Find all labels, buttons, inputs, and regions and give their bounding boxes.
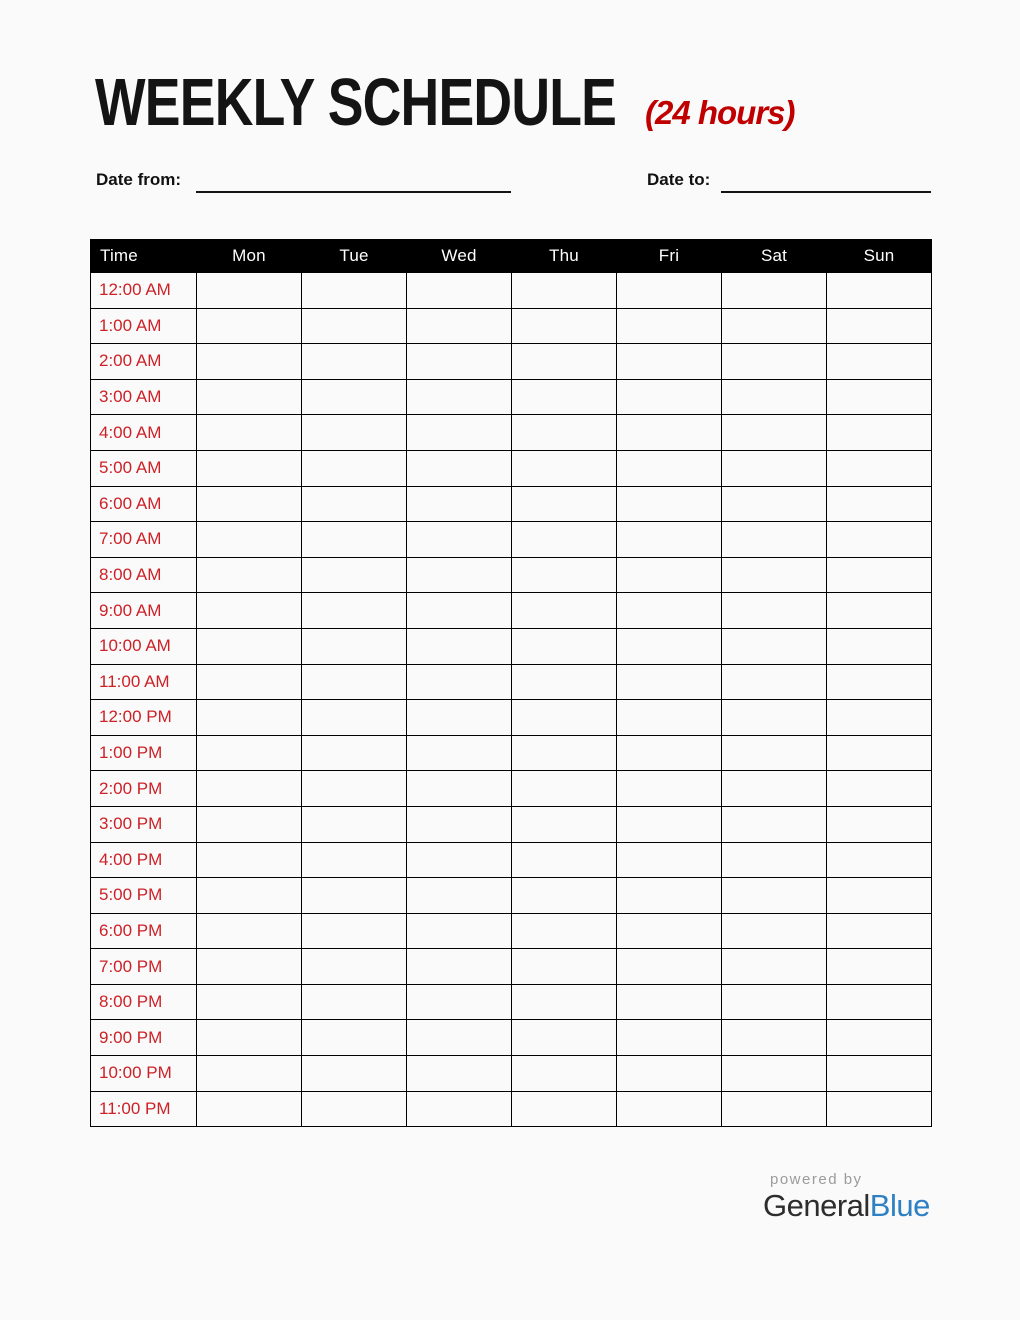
- schedule-cell-fri[interactable]: [617, 700, 722, 736]
- schedule-cell-tue[interactable]: [302, 806, 407, 842]
- schedule-header: [91, 240, 932, 273]
- column-header-thu: Thu: [512, 240, 617, 273]
- schedule-row: [91, 557, 932, 593]
- schedule-cell-sat[interactable]: [722, 522, 827, 558]
- schedule-cell-sun[interactable]: [827, 735, 932, 771]
- schedule-cell-sat[interactable]: [722, 273, 827, 309]
- schedule-cell-thu[interactable]: [512, 878, 617, 914]
- schedule-cell-mon[interactable]: [197, 1056, 302, 1092]
- schedule-body: [91, 273, 932, 1127]
- column-header-sun: Sun: [827, 240, 932, 273]
- schedule-cell-tue[interactable]: [302, 664, 407, 700]
- schedule-cell-sat[interactable]: [722, 806, 827, 842]
- schedule-cell-mon[interactable]: [197, 379, 302, 415]
- schedule-cell-wed[interactable]: [407, 984, 512, 1020]
- time-label: 4:00 PM: [91, 842, 197, 878]
- schedule-cell-mon[interactable]: [197, 273, 302, 309]
- schedule-cell-fri[interactable]: [617, 771, 722, 807]
- schedule-row: [91, 771, 932, 807]
- time-label: 7:00 AM: [91, 522, 197, 558]
- schedule-cell-sat[interactable]: [722, 1020, 827, 1056]
- header-row: [91, 240, 932, 273]
- schedule-cell-mon[interactable]: [197, 700, 302, 736]
- schedule-cell-fri[interactable]: [617, 878, 722, 914]
- time-label: 1:00 PM: [91, 735, 197, 771]
- schedule-cell-wed[interactable]: [407, 557, 512, 593]
- schedule-cell-fri[interactable]: [617, 735, 722, 771]
- time-label: 10:00 AM: [91, 628, 197, 664]
- schedule-row: [91, 913, 932, 949]
- schedule-cell-fri[interactable]: [617, 415, 722, 451]
- schedule-cell-sun[interactable]: [827, 379, 932, 415]
- schedule-cell-fri[interactable]: [617, 806, 722, 842]
- title-block: [95, 66, 995, 140]
- schedule-cell-tue[interactable]: [302, 1091, 407, 1127]
- page-title: WEEKLY SCHEDULE: [95, 65, 617, 140]
- schedule-row: [91, 806, 932, 842]
- schedule-table: [90, 239, 932, 1127]
- schedule-cell-tue[interactable]: [302, 700, 407, 736]
- schedule-cell-sun[interactable]: [827, 1056, 932, 1092]
- date-to-label: Date to:: [647, 170, 711, 189]
- schedule-cell-tue[interactable]: [302, 949, 407, 985]
- schedule-cell-sun[interactable]: [827, 1091, 932, 1127]
- schedule-cell-mon[interactable]: [197, 557, 302, 593]
- schedule-cell-thu[interactable]: [512, 1091, 617, 1127]
- schedule-cell-sat[interactable]: [722, 664, 827, 700]
- schedule-cell-wed[interactable]: [407, 628, 512, 664]
- schedule-cell-sat[interactable]: [722, 771, 827, 807]
- schedule-cell-tue[interactable]: [302, 628, 407, 664]
- time-label: 6:00 PM: [91, 913, 197, 949]
- schedule-cell-sun[interactable]: [827, 664, 932, 700]
- schedule-row: [91, 379, 932, 415]
- schedule-row: [91, 522, 932, 558]
- schedule-cell-sun[interactable]: [827, 628, 932, 664]
- schedule-cell-thu[interactable]: [512, 735, 617, 771]
- schedule-cell-tue[interactable]: [302, 878, 407, 914]
- schedule-cell-sat[interactable]: [722, 593, 827, 629]
- schedule-cell-wed[interactable]: [407, 344, 512, 380]
- time-label: 8:00 AM: [91, 557, 197, 593]
- schedule-cell-thu[interactable]: [512, 450, 617, 486]
- time-label: 6:00 AM: [91, 486, 197, 522]
- column-header-sat: Sat: [722, 240, 827, 273]
- schedule-cell-mon[interactable]: [197, 450, 302, 486]
- schedule-cell-sat[interactable]: [722, 842, 827, 878]
- schedule-cell-sun[interactable]: [827, 486, 932, 522]
- time-label: 7:00 PM: [91, 949, 197, 985]
- schedule-cell-thu[interactable]: [512, 557, 617, 593]
- time-label: 2:00 AM: [91, 344, 197, 380]
- time-label: 3:00 PM: [91, 806, 197, 842]
- schedule-cell-thu[interactable]: [512, 308, 617, 344]
- schedule-cell-wed[interactable]: [407, 842, 512, 878]
- footer-brand: [763, 1171, 938, 1223]
- schedule-cell-tue[interactable]: [302, 379, 407, 415]
- schedule-cell-fri[interactable]: [617, 628, 722, 664]
- brand-blue-text: Blue: [869, 1188, 930, 1223]
- date-from-input-line[interactable]: [196, 170, 511, 193]
- schedule-cell-wed[interactable]: [407, 415, 512, 451]
- schedule-cell-fri[interactable]: [617, 984, 722, 1020]
- schedule-cell-wed[interactable]: [407, 486, 512, 522]
- schedule-cell-thu[interactable]: [512, 771, 617, 807]
- schedule-cell-tue[interactable]: [302, 735, 407, 771]
- schedule-cell-tue[interactable]: [302, 522, 407, 558]
- schedule-cell-wed[interactable]: [407, 664, 512, 700]
- schedule-cell-fri[interactable]: [617, 344, 722, 380]
- schedule-cell-fri[interactable]: [617, 308, 722, 344]
- schedule-row: [91, 344, 932, 380]
- schedule-cell-wed[interactable]: [407, 878, 512, 914]
- schedule-cell-wed[interactable]: [407, 735, 512, 771]
- time-label: 5:00 AM: [91, 450, 197, 486]
- schedule-cell-tue[interactable]: [302, 415, 407, 451]
- schedule-cell-mon[interactable]: [197, 628, 302, 664]
- time-label: 3:00 AM: [91, 379, 197, 415]
- schedule-cell-sun[interactable]: [827, 415, 932, 451]
- schedule-cell-fri[interactable]: [617, 664, 722, 700]
- schedule-cell-wed[interactable]: [407, 273, 512, 309]
- time-label: 9:00 PM: [91, 1020, 197, 1056]
- schedule-cell-thu[interactable]: [512, 273, 617, 309]
- schedule-cell-tue[interactable]: [302, 593, 407, 629]
- schedule-cell-sat[interactable]: [722, 1091, 827, 1127]
- schedule-cell-sat[interactable]: [722, 735, 827, 771]
- schedule-cell-sun[interactable]: [827, 771, 932, 807]
- column-header-fri: Fri: [617, 240, 722, 273]
- schedule-cell-thu[interactable]: [512, 842, 617, 878]
- schedule-cell-fri[interactable]: [617, 450, 722, 486]
- schedule-cell-thu[interactable]: [512, 379, 617, 415]
- date-row: [0, 168, 1020, 200]
- schedule-cell-tue[interactable]: [302, 842, 407, 878]
- time-label: 11:00 AM: [91, 664, 197, 700]
- schedule-row: [91, 664, 932, 700]
- schedule-cell-wed[interactable]: [407, 1056, 512, 1092]
- schedule-row: [91, 1020, 932, 1056]
- page-subtitle: (24 hours): [645, 94, 795, 131]
- column-header-time: Time: [91, 240, 197, 273]
- schedule-cell-tue[interactable]: [302, 486, 407, 522]
- schedule-cell-tue[interactable]: [302, 984, 407, 1020]
- schedule-cell-sun[interactable]: [827, 344, 932, 380]
- schedule-cell-tue[interactable]: [302, 273, 407, 309]
- powered-by-text: powered by: [770, 1171, 863, 1188]
- schedule-cell-tue[interactable]: [302, 450, 407, 486]
- schedule-cell-wed[interactable]: [407, 308, 512, 344]
- column-header-wed: Wed: [407, 240, 512, 273]
- schedule-cell-thu[interactable]: [512, 984, 617, 1020]
- schedule-cell-mon[interactable]: [197, 415, 302, 451]
- schedule-cell-sun[interactable]: [827, 878, 932, 914]
- schedule-cell-fri[interactable]: [617, 1020, 722, 1056]
- time-label: 1:00 AM: [91, 308, 197, 344]
- schedule-cell-thu[interactable]: [512, 913, 617, 949]
- schedule-cell-sun[interactable]: [827, 557, 932, 593]
- schedule-row: [91, 735, 932, 771]
- schedule-cell-mon[interactable]: [197, 1020, 302, 1056]
- schedule-cell-wed[interactable]: [407, 949, 512, 985]
- schedule-cell-sun[interactable]: [827, 593, 932, 629]
- schedule-cell-sun[interactable]: [827, 1020, 932, 1056]
- schedule-row: [91, 273, 932, 309]
- schedule-cell-fri[interactable]: [617, 486, 722, 522]
- schedule-row: [91, 308, 932, 344]
- schedule-cell-fri[interactable]: [617, 379, 722, 415]
- schedule-row: [91, 1091, 932, 1127]
- schedule-cell-wed[interactable]: [407, 700, 512, 736]
- schedule-cell-thu[interactable]: [512, 628, 617, 664]
- schedule-cell-sat[interactable]: [722, 344, 827, 380]
- schedule-cell-mon[interactable]: [197, 949, 302, 985]
- time-label: 2:00 PM: [91, 771, 197, 807]
- schedule-cell-sat[interactable]: [722, 1056, 827, 1092]
- schedule-cell-thu[interactable]: [512, 806, 617, 842]
- schedule-cell-sun[interactable]: [827, 984, 932, 1020]
- schedule-cell-wed[interactable]: [407, 806, 512, 842]
- schedule-cell-sun[interactable]: [827, 700, 932, 736]
- time-label: 5:00 PM: [91, 878, 197, 914]
- schedule-cell-mon[interactable]: [197, 771, 302, 807]
- schedule-cell-sun[interactable]: [827, 842, 932, 878]
- schedule-row: [91, 842, 932, 878]
- schedule-row: [91, 700, 932, 736]
- schedule-row: [91, 949, 932, 985]
- schedule-cell-sun[interactable]: [827, 273, 932, 309]
- schedule-cell-tue[interactable]: [302, 771, 407, 807]
- schedule-cell-mon[interactable]: [197, 593, 302, 629]
- schedule-cell-wed[interactable]: [407, 522, 512, 558]
- schedule-cell-mon[interactable]: [197, 522, 302, 558]
- schedule-cell-fri[interactable]: [617, 842, 722, 878]
- schedule-cell-wed[interactable]: [407, 771, 512, 807]
- schedule-cell-fri[interactable]: [617, 1056, 722, 1092]
- schedule-cell-sun[interactable]: [827, 913, 932, 949]
- schedule-cell-tue[interactable]: [302, 557, 407, 593]
- schedule-cell-sat[interactable]: [722, 450, 827, 486]
- column-header-mon: Mon: [197, 240, 302, 273]
- schedule-cell-thu[interactable]: [512, 1020, 617, 1056]
- schedule-cell-mon[interactable]: [197, 806, 302, 842]
- time-label: 12:00 PM: [91, 700, 197, 736]
- schedule-cell-sun[interactable]: [827, 522, 932, 558]
- schedule-cell-sat[interactable]: [722, 984, 827, 1020]
- schedule-row: [91, 593, 932, 629]
- schedule-row: [91, 415, 932, 451]
- schedule-cell-tue[interactable]: [302, 1020, 407, 1056]
- schedule-cell-fri[interactable]: [617, 273, 722, 309]
- schedule-cell-sat[interactable]: [722, 557, 827, 593]
- schedule-cell-sun[interactable]: [827, 450, 932, 486]
- schedule-cell-sun[interactable]: [827, 806, 932, 842]
- schedule-cell-mon[interactable]: [197, 913, 302, 949]
- schedule-row: [91, 984, 932, 1020]
- schedule-cell-mon[interactable]: [197, 984, 302, 1020]
- schedule-cell-thu[interactable]: [512, 486, 617, 522]
- schedule-cell-thu[interactable]: [512, 949, 617, 985]
- schedule-cell-wed[interactable]: [407, 379, 512, 415]
- schedule-cell-thu[interactable]: [512, 344, 617, 380]
- schedule-cell-mon[interactable]: [197, 878, 302, 914]
- schedule-cell-thu[interactable]: [512, 1056, 617, 1092]
- schedule-cell-mon[interactable]: [197, 735, 302, 771]
- schedule-cell-sat[interactable]: [722, 700, 827, 736]
- schedule-cell-thu[interactable]: [512, 415, 617, 451]
- schedule-cell-fri[interactable]: [617, 1091, 722, 1127]
- schedule-cell-sat[interactable]: [722, 878, 827, 914]
- schedule-cell-thu[interactable]: [512, 664, 617, 700]
- schedule-cell-fri[interactable]: [617, 949, 722, 985]
- schedule-cell-tue[interactable]: [302, 344, 407, 380]
- schedule-cell-mon[interactable]: [197, 308, 302, 344]
- date-to-input-line[interactable]: [721, 170, 931, 193]
- schedule-cell-mon[interactable]: [197, 1091, 302, 1127]
- schedule-cell-sat[interactable]: [722, 486, 827, 522]
- schedule-cell-mon[interactable]: [197, 842, 302, 878]
- time-label: 9:00 AM: [91, 593, 197, 629]
- schedule-cell-thu[interactable]: [512, 593, 617, 629]
- schedule-cell-mon[interactable]: [197, 486, 302, 522]
- schedule-cell-tue[interactable]: [302, 308, 407, 344]
- schedule-cell-sat[interactable]: [722, 415, 827, 451]
- time-label: 8:00 PM: [91, 984, 197, 1020]
- schedule-cell-wed[interactable]: [407, 1091, 512, 1127]
- schedule-cell-fri[interactable]: [617, 522, 722, 558]
- generalblue-logo: [763, 1189, 938, 1223]
- schedule-cell-sun[interactable]: [827, 308, 932, 344]
- column-header-tue: Tue: [302, 240, 407, 273]
- schedule-cell-sat[interactable]: [722, 628, 827, 664]
- schedule-cell-sun[interactable]: [827, 949, 932, 985]
- schedule-row: [91, 1056, 932, 1092]
- schedule-cell-wed[interactable]: [407, 1020, 512, 1056]
- schedule-row: [91, 628, 932, 664]
- date-from-label: Date from:: [96, 170, 182, 189]
- schedule-cell-fri[interactable]: [617, 593, 722, 629]
- time-label: 10:00 PM: [91, 1056, 197, 1092]
- schedule-cell-wed[interactable]: [407, 593, 512, 629]
- schedule-cell-tue[interactable]: [302, 1056, 407, 1092]
- schedule-cell-thu[interactable]: [512, 522, 617, 558]
- schedule-row: [91, 878, 932, 914]
- time-label: 12:00 AM: [91, 273, 197, 309]
- schedule-cell-thu[interactable]: [512, 700, 617, 736]
- schedule-row: [91, 450, 932, 486]
- schedule-row: [91, 486, 932, 522]
- schedule-cell-mon[interactable]: [197, 664, 302, 700]
- schedule-cell-sat[interactable]: [722, 949, 827, 985]
- schedule-cell-sat[interactable]: [722, 379, 827, 415]
- time-label: 11:00 PM: [91, 1091, 197, 1127]
- schedule-cell-wed[interactable]: [407, 913, 512, 949]
- schedule-cell-wed[interactable]: [407, 450, 512, 486]
- time-label: 4:00 AM: [91, 415, 197, 451]
- schedule-cell-sat[interactable]: [722, 308, 827, 344]
- schedule-cell-sat[interactable]: [722, 913, 827, 949]
- schedule-cell-fri[interactable]: [617, 913, 722, 949]
- schedule-cell-mon[interactable]: [197, 344, 302, 380]
- brand-general-text: General: [763, 1188, 870, 1223]
- schedule-cell-tue[interactable]: [302, 913, 407, 949]
- schedule-cell-fri[interactable]: [617, 557, 722, 593]
